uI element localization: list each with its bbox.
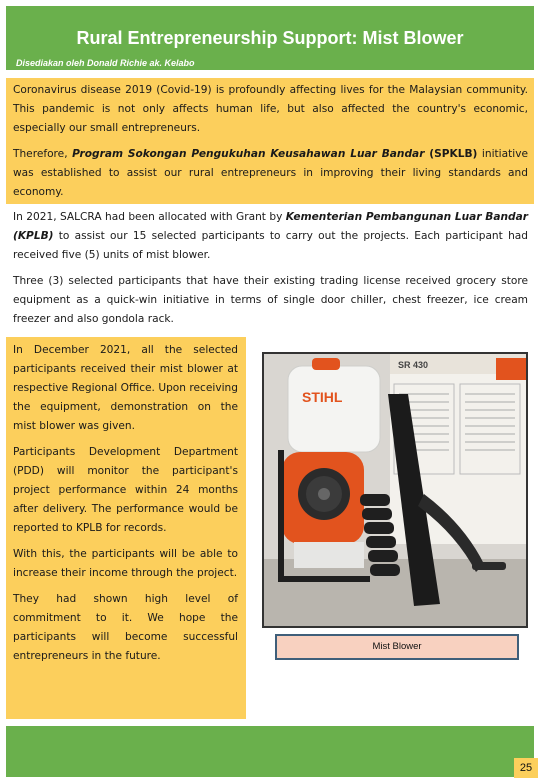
intro-rest: initiative was established to assist our rural entrepreneurs in improving their living standards and economy. <box>13 148 529 198</box>
ministry-name: Kementerian Pembangunan Luar Bandar (KPLB) <box>13 211 528 242</box>
intro-section <box>6 78 534 204</box>
grant-rest: to assist our 15 selected participants to carry out the projects. Each participant had received five (5) units of mist blower. <box>13 230 528 261</box>
brand-logo-text: STIHL <box>302 389 343 405</box>
mist-blower-photo <box>262 352 528 628</box>
side-paragraph-1: In December 2021, all the selected participants received their mist blower at respective Regional Office. Upon receiving the equipment, demonstration on the mist blower was given. <box>13 344 238 432</box>
page-number: 25 <box>514 758 538 778</box>
photo-caption: Mist Blower <box>275 634 519 660</box>
grant-paragraph-1 <box>13 208 528 265</box>
program-name: Program Sokongan Pengukuhan Keusahawan Luar Bandar <box>72 148 425 160</box>
intro-lead: Therefore, <box>13 148 73 160</box>
side-paragraph-3: With this, the participants will be able to increase their income through the project. <box>13 548 238 579</box>
side-paragraph-4: They had shown high level of commitment to it. We hope the participants will become successful entrepreneurs in the future. <box>13 593 238 662</box>
box-model-text: SR 430 <box>398 360 429 370</box>
author-byline: Disediakan oleh Donald Richie ak. Kelabo <box>16 58 195 68</box>
program-abbreviation: (SPKLB) <box>424 148 478 160</box>
grant-lead: In 2021, SALCRA had been allocated with Grant by <box>13 211 286 223</box>
intro-paragraph-1: Coronavirus disease 2019 (Covid-19) is profoundly affecting lives for the Malaysian community. This pandemic is not only affects human life, but also affected the country's economic, especially our small entrepreneurs. <box>13 84 528 134</box>
page-title: Rural Entrepreneurship Support: Mist Blower <box>76 28 464 48</box>
side-section <box>6 337 246 719</box>
intro-paragraph-2 <box>13 145 528 202</box>
page-header <box>6 6 534 70</box>
side-paragraph-2: Participants Development Department (PDD) will monitor the participant's project performance within 24 months after delivery. The performance would be reported to KPLB for records. <box>13 446 238 534</box>
page-footer <box>6 726 534 777</box>
grant-paragraph-2: Three (3) selected participants that have their existing trading license received grocery store equipment as a quick-win initiative in terms of single door chiller, chest freezer, ice cream freezer and also gondola rack. <box>13 275 528 325</box>
grant-section <box>6 206 534 332</box>
mist-blower-illustration <box>264 354 526 626</box>
